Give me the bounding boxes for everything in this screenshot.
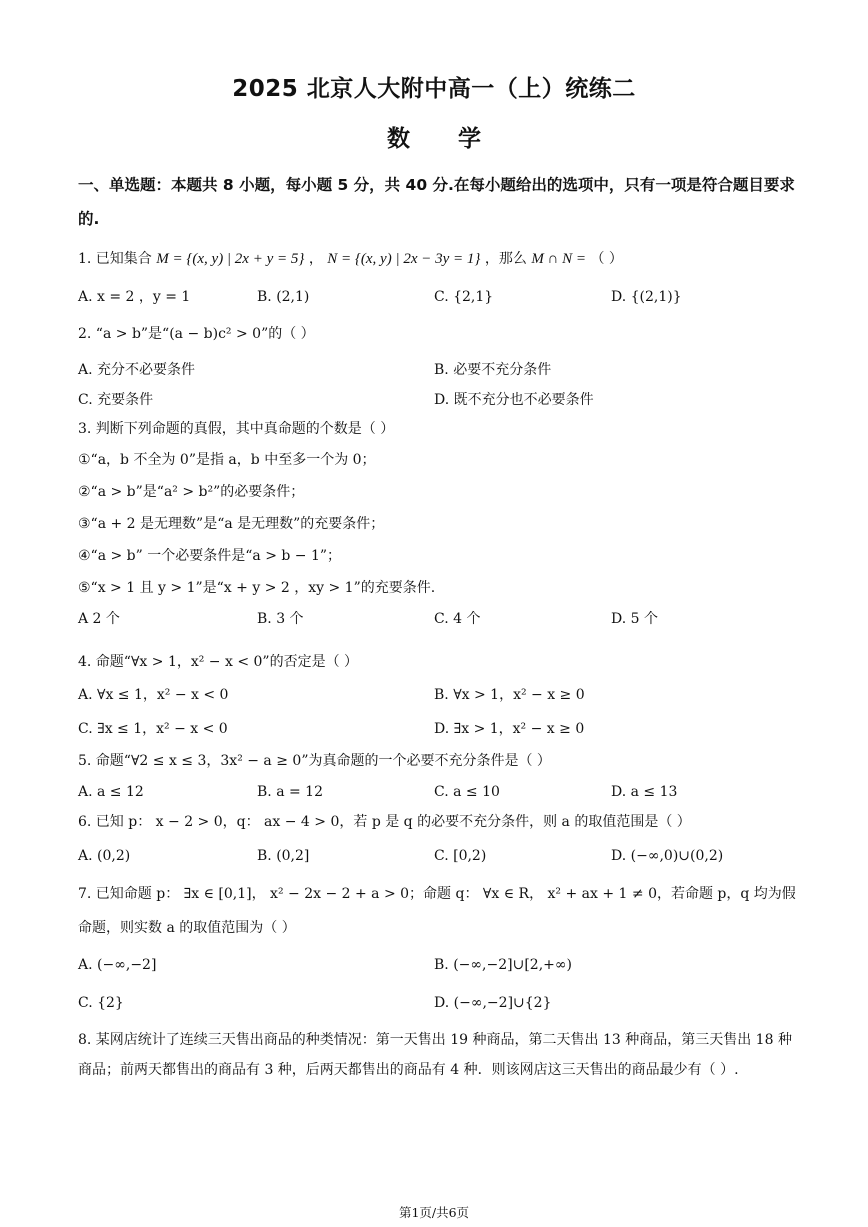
q2-option-a: A. 充分不必要条件 — [78, 362, 196, 378]
q1-paren: （ ） — [590, 251, 623, 267]
q7-option-a: A. (−∞,−2] — [78, 957, 157, 973]
section-heading: 一、单选题：本题共 8 小题，每小题 5 分，共 40 分.在每小题给出的选项中，只有一项是符合题目要求的. — [78, 176, 795, 228]
q7-option-b: B. (−∞,−2]∪[2,+∞) — [434, 957, 572, 973]
q1-prefix: 1. 已知集合 — [78, 251, 152, 267]
q3-item-5: ⑤“x > 1 且 y > 1”是“x + y > 2 ，xy > 1”的充要条件. — [78, 580, 436, 596]
q5-option-b: B. a = 12 — [257, 784, 323, 800]
q6-option-a: A. (0,2) — [78, 848, 131, 864]
question-7-stem-line-1: 7. 已知命题 p： ∃x ∈ [0,1]， x² − 2x − 2 + a > 0；命题 q： ∀x ∈ R， x² + ax + 1 ≠ 0，若命题 p，q 均为假 — [78, 886, 796, 902]
question-8-stem: 8. 某网店统计了连续三天售出商品的种类情况：第一天售出 19 种商品，第二天售出 13 种商品，第三天售出 18 种商品；前两天都售出的商品有 3 种，后两天都售出的商品有 4 种．则该网店这三天售出的商品最少有（ ）. — [78, 1032, 792, 1078]
question-1-stem — [78, 248, 798, 270]
exam-title: 2025 北京人大附中高一（上）统练二 — [232, 76, 636, 102]
question-3-stem: 3. 判断下列命题的真假，其中真命题的个数是（ ） — [78, 421, 395, 437]
q2-option-b: B. 必要不充分条件 — [434, 362, 552, 378]
q2-option-c: C. 充要条件 — [78, 392, 154, 408]
q1-set-n: N = {(x, y) | 2x − 3y = 1} — [327, 251, 481, 267]
q1-set-m: M = {(x, y) | 2x + y = 5} — [156, 251, 305, 267]
page-footer: 第1页/共6页 — [398, 1205, 470, 1220]
q4-option-a: A. ∀x ≤ 1，x² − x < 0 — [78, 687, 229, 703]
q3-item-4: ④“a > b” 一个必要条件是“a > b − 1”； — [78, 548, 342, 564]
q7-option-c: C. {2} — [78, 995, 124, 1011]
q3-item-1: ①“a，b 不全为 0”是指 a，b 中至多一个为 0； — [78, 452, 376, 468]
q4-option-d: D. ∃x > 1，x² − x ≥ 0 — [434, 721, 585, 737]
q3-option-c: C. 4 个 — [434, 611, 481, 627]
question-6-stem: 6. 已知 p： x − 2 > 0，q： ax − 4 > 0，若 p 是 q 的必要不充分条件，则 a 的取值范围是（ ） — [78, 814, 691, 830]
question-7-stem-line-2: 命题，则实数 a 的取值范围为（ ） — [78, 920, 296, 936]
q1-sep: ， — [308, 251, 323, 267]
q1-option-b: B. (2,1) — [257, 289, 310, 305]
q1-option-d: D. {(2,1)} — [611, 289, 682, 305]
question-2-stem: 2. “a > b”是“(a − b)c² > 0”的（ ） — [78, 326, 315, 342]
question-5-stem: 5. 命题“∀2 ≤ x ≤ 3，3x² − a ≥ 0”为真命题的一个必要不充分条件是（ ） — [78, 753, 551, 769]
q5-option-d: D. a ≤ 13 — [611, 784, 678, 800]
q5-option-c: C. a ≤ 10 — [434, 784, 500, 800]
q6-option-d: D. (−∞,0)∪(0,2) — [611, 848, 724, 864]
exam-subject: 数 学 — [386, 126, 481, 152]
q6-option-b: B. (0,2] — [257, 848, 310, 864]
q2-option-d: D. 既不充分也不必要条件 — [434, 392, 594, 408]
q5-option-a: A. a ≤ 12 — [78, 784, 144, 800]
q1-option-a: A. x = 2 ，y = 1 — [78, 289, 191, 305]
q3-option-d: D. 5 个 — [611, 611, 658, 627]
q3-item-2: ②“a > b”是“a² > b²”的必要条件； — [78, 484, 305, 500]
question-4-stem: 4. 命题“∀x > 1，x² − x < 0”的否定是（ ） — [78, 654, 359, 670]
q1-option-c: C. {2,1} — [434, 289, 494, 305]
q4-option-b: B. ∀x > 1，x² − x ≥ 0 — [434, 687, 585, 703]
q1-then: ，那么 — [484, 251, 527, 267]
q3-option-a: A 2 个 — [78, 611, 120, 627]
q4-option-c: C. ∃x ≤ 1，x² − x < 0 — [78, 721, 228, 737]
q3-item-3: ③“a + 2 是无理数”是“a 是无理数”的充要条件； — [78, 516, 385, 532]
q7-option-d: D. (−∞,−2]∪{2} — [434, 995, 552, 1011]
q1-expr: M ∩ N = — [531, 251, 587, 267]
q6-option-c: C. [0,2) — [434, 848, 487, 864]
q3-option-b: B. 3 个 — [257, 611, 304, 627]
